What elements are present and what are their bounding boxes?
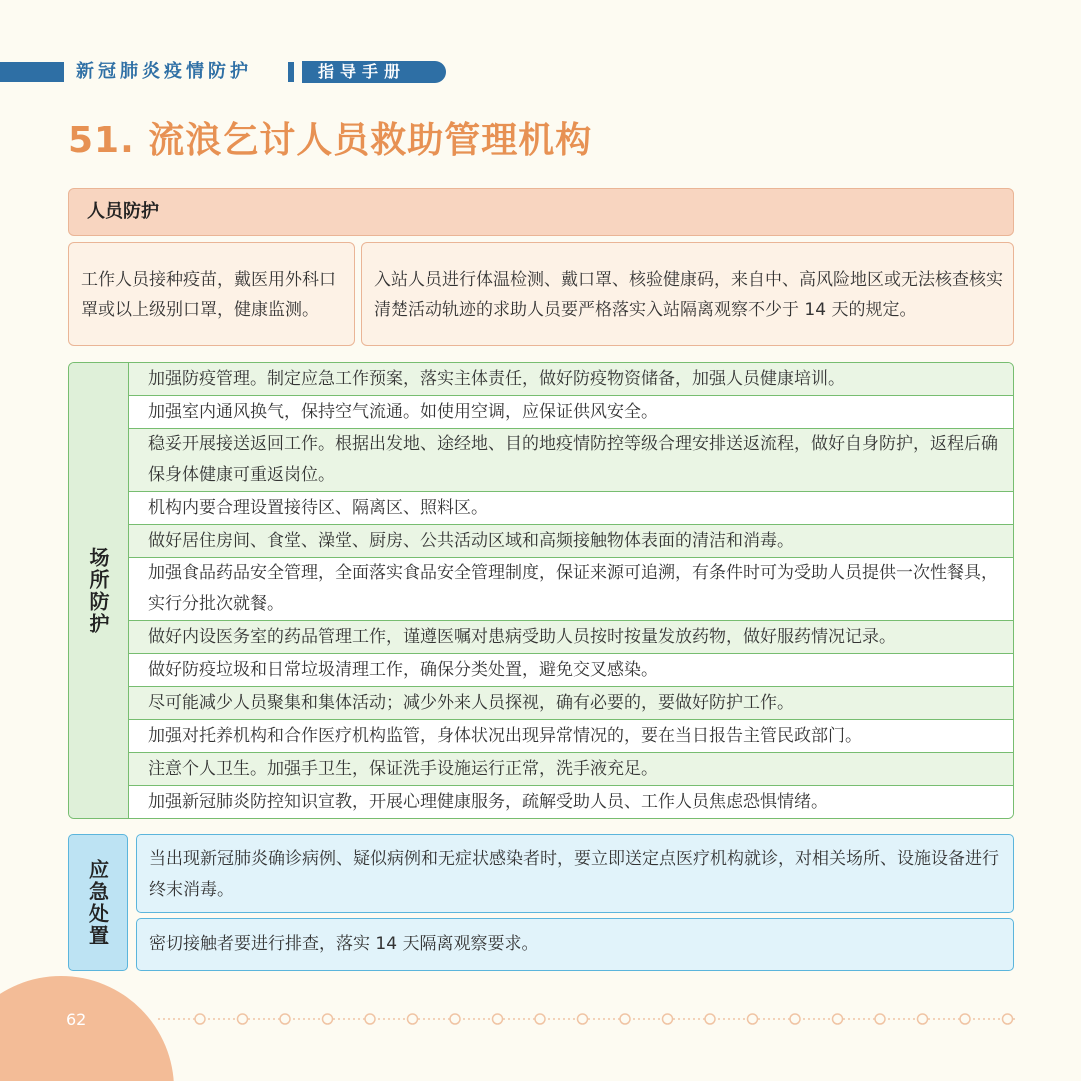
- list-item: 机构内要合理设置接待区、隔离区、照料区。: [129, 492, 1013, 525]
- list-item: 加强食品药品安全管理，全面落实食品安全管理制度，保证来源可追溯，有条件时可为受助人员提供一次性餐具，实行分批次就餐。: [129, 558, 1013, 621]
- page-title: 51. 流浪乞讨人员救助管理机构: [68, 120, 593, 161]
- page-number: 62: [66, 1010, 87, 1029]
- personal-protection-visitors: 入站人员进行体温检测、戴口罩、核验健康码，来自中、高风险地区或无法核查核实清楚活动轨迹的求助人员要严格落实入站隔离观察不少于 14 天的规定。: [361, 242, 1014, 346]
- page-number-circle: [0, 976, 174, 1081]
- list-item: 稳妥开展接送返回工作。根据出发地、途经地、目的地疫情防控等级合理安排送返流程，做好自身防护，返程后确保身体健康可重返岗位。: [129, 429, 1013, 492]
- personal-protection-staff: 工作人员接种疫苗，戴医用外科口罩或以上级别口罩，健康监测。: [68, 242, 355, 346]
- site-protection-label: 场所防护: [69, 363, 129, 818]
- personal-protection-heading: 人员防护: [68, 188, 1014, 236]
- series-tag: 指导手册: [302, 61, 446, 83]
- series-title: 新冠肺炎疫情防护: [76, 61, 252, 82]
- list-item: 注意个人卫生。加强手卫生，保证洗手设施运行正常，洗手液充足。: [129, 753, 1013, 786]
- list-item: 做好防疫垃圾和日常垃圾清理工作，确保分类处置，避免交叉感染。: [129, 654, 1013, 687]
- header-separator: [288, 62, 294, 82]
- decorative-dotted-line: [158, 1012, 1018, 1026]
- list-item: 加强防疫管理。制定应急工作预案，落实主体责任，做好防疫物资储备，加强人员健康培训。: [129, 363, 1013, 396]
- list-item: 加强室内通风换气，保持空气流通。如使用空调，应保证供风安全。: [129, 396, 1013, 429]
- header-accent-bar: [0, 62, 64, 82]
- emergency-item: 当出现新冠肺炎确诊病例、疑似病例和无症状感染者时，要立即送定点医疗机构就诊，对相关场所、设施设备进行终末消毒。: [136, 834, 1014, 913]
- list-item: 加强新冠肺炎防控知识宣教，开展心理健康服务，疏解受助人员、工作人员焦虑恐惧情绪。: [129, 786, 1013, 818]
- list-item: 做好内设医务室的药品管理工作，谨遵医嘱对患病受助人员按时按量发放药物，做好服药情况记录。: [129, 621, 1013, 654]
- site-protection-list: [129, 363, 1013, 818]
- list-item: 尽可能减少人员聚集和集体活动；减少外来人员探视，确有必要的，要做好防护工作。: [129, 687, 1013, 720]
- list-item: 加强对托养机构和合作医疗机构监管，身体状况出现异常情况的，要在当日报告主管民政部门。: [129, 720, 1013, 753]
- emergency-label: 应急处置: [68, 834, 128, 971]
- emergency-item: 密切接触者要进行排查，落实 14 天隔离观察要求。: [136, 918, 1014, 971]
- list-item: 做好居住房间、食堂、澡堂、厨房、公共活动区域和高频接触物体表面的清洁和消毒。: [129, 525, 1013, 558]
- site-protection-section: [68, 362, 1014, 819]
